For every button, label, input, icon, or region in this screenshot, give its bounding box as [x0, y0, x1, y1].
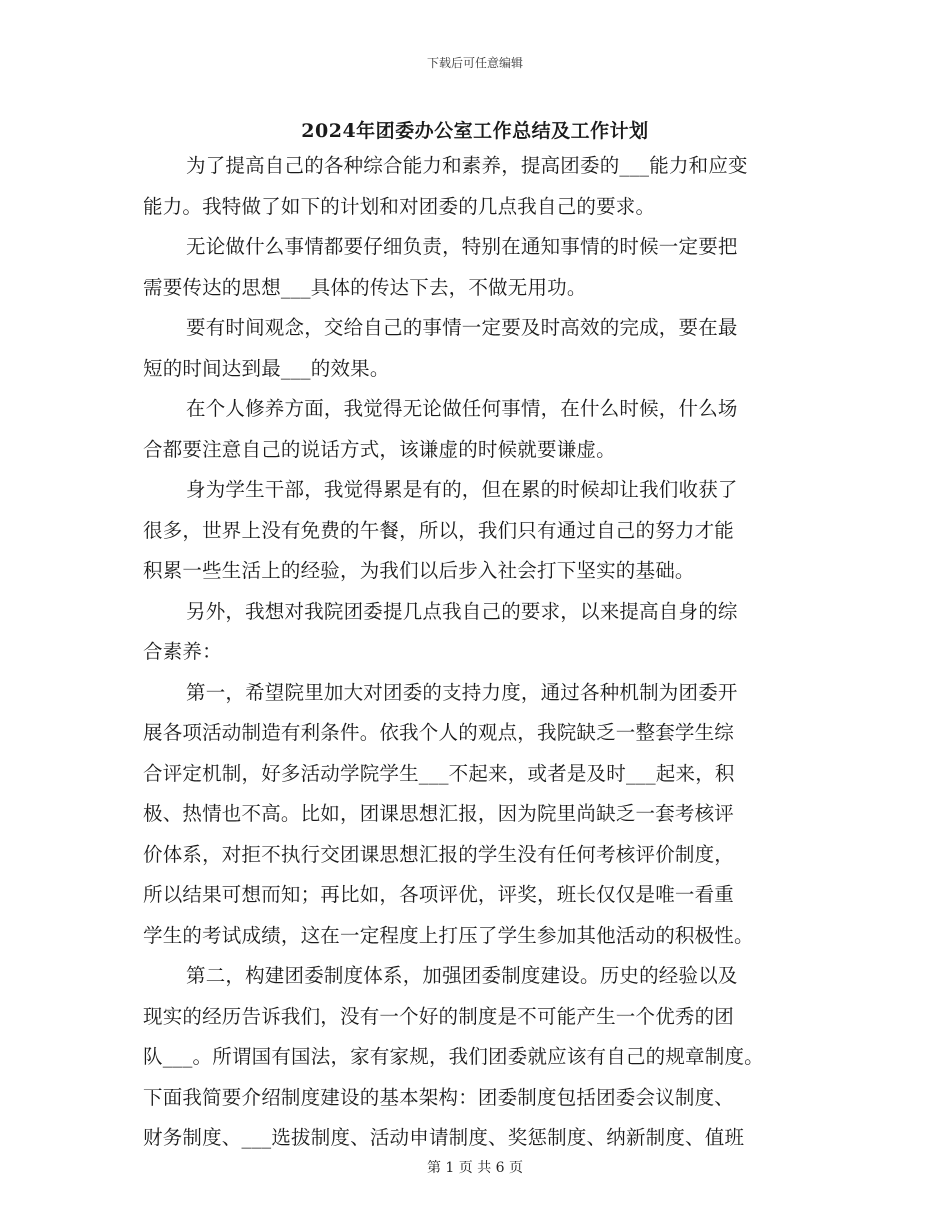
page-footer: 第 1 页 共 6 页	[426, 1160, 524, 1176]
header-note: 下载后可任意编辑	[426, 56, 523, 70]
body-text-line: 短的时间达到最___的效果。	[143, 356, 390, 380]
document-title: 2024年团委办公室工作总结及工作计划	[301, 120, 649, 142]
body-text-line: 需要传达的思想___具体的传达下去，不做无用功。	[143, 275, 587, 299]
body-text-line: 第一，希望院里加大对团委的支持力度，通过各种机制为团委开	[186, 680, 738, 704]
body-text-line: 在个人修养方面，我觉得无论做任何事情，在什么时候，什么场	[186, 397, 738, 420]
body-text-line: 为了提高自己的各种综合能力和素养，提高团委的___能力和应变	[186, 154, 748, 177]
body-text-line: 下面我简要介绍制度建设的基本架构：团委制度包括团委会议制度、	[143, 1085, 735, 1109]
body-text-line: 极、热情也不高。比如，团课思想汇报，因为院里尚缺乏一套考核评	[143, 802, 735, 825]
body-text-line: 另外，我想对我院团委提几点我自己的要求，以来提高自身的综	[186, 599, 738, 623]
body-text-line: 要有时间观念，交给自己的事情一定要及时高效的完成，要在最	[186, 316, 738, 339]
document-body	[143, 146, 823, 1159]
body-text-line: 第二，构建团委制度体系，加强团委制度建设。历史的经验以及	[186, 964, 738, 987]
body-text-line: 所以结果可想而知；再比如，各项评优，评奖，班长仅仅是唯一看重	[143, 883, 735, 906]
body-text-line: 身为学生干部，我觉得累是有的，但在累的时候却让我们收获了	[186, 478, 738, 501]
body-text-line: 合都要注意自己的说话方式，该谦虚的时候就要谦虚。	[143, 437, 616, 461]
body-text-line: 合评定机制，好多活动学院学生___不起来，或者是及时___起来，积	[143, 761, 735, 785]
body-text-line: 能力。我特做了如下的计划和对团委的几点我自己的要求。	[143, 194, 656, 218]
body-text-line: 无论做什么事情都要仔细负责，特别在通知事情的时候一定要把	[186, 235, 738, 258]
body-text-line: 很多，世界上没有免费的午餐，所以，我们只有通过自己的努力才能	[143, 518, 735, 542]
body-text-line: 价体系，对拒不执行交团课思想汇报的学生没有任何考核评价制度，	[143, 842, 735, 866]
body-text-line: 财务制度、___选拔制度、活动申请制度、奖惩制度、纳新制度、值班	[143, 1126, 745, 1149]
body-text-line: 队___。所谓国有国法，家有家规，我们团委就应该有自己的规章制度。	[143, 1045, 764, 1068]
body-text-line: 积累一些生活上的经验，为我们以后步入社会打下坚实的基础。	[143, 559, 695, 582]
body-text-line: 学生的考试成绩，这在一定程度上打压了学生参加其他活动的积极性。	[143, 923, 754, 947]
body-text-line: 合素养：	[143, 640, 222, 663]
body-text-line: 现实的经历告诉我们，没有一个好的制度是不可能产生一个优秀的团	[143, 1004, 735, 1028]
body-text-line: 展各项活动制造有利条件。依我个人的观点，我院缺乏一整套学生综	[143, 721, 735, 744]
